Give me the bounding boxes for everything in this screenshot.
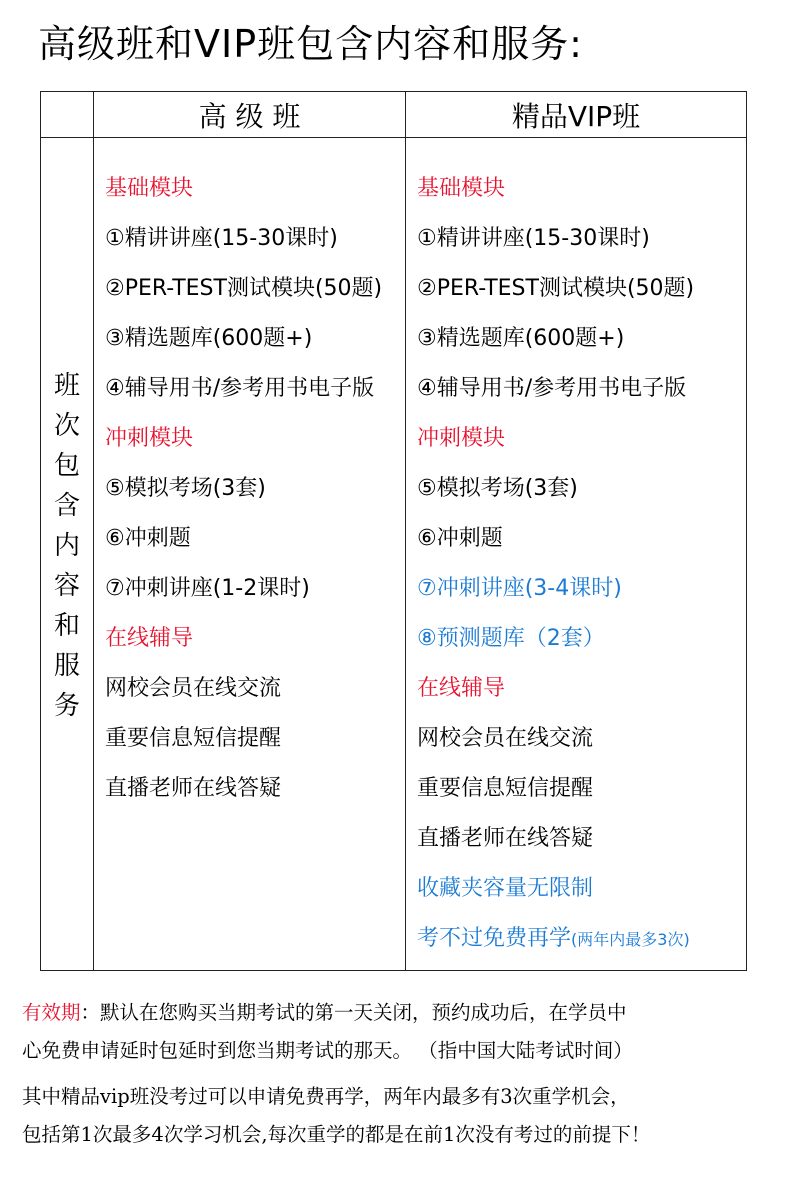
basic-class-item xyxy=(105,364,405,414)
vip-class-items xyxy=(406,138,747,971)
vip-class-item xyxy=(417,864,746,914)
basic-class-item-text: ①精讲讲座(15-30课时) xyxy=(105,226,338,251)
vip-class-item-text: 网校会员在线交流 xyxy=(417,726,594,751)
vip-class-item xyxy=(417,664,746,714)
row-label-cell xyxy=(41,138,94,971)
basic-class-item-text: 重要信息短信提醒 xyxy=(105,726,282,751)
vip-class-item-text: 考不过免费再学 xyxy=(417,926,572,951)
basic-class-item xyxy=(105,564,405,614)
vip-note-line1: 其中精品vip班没考过可以申请免费再学，两年内最多有3次重学机会， xyxy=(22,1085,630,1108)
vip-class-item xyxy=(417,464,746,514)
basic-class-item xyxy=(105,264,405,314)
row-label-char: 含 xyxy=(53,491,80,521)
basic-class-item xyxy=(105,714,405,764)
basic-class-item xyxy=(105,164,405,214)
row-label-char: 班 xyxy=(53,371,80,401)
comparison-table xyxy=(40,91,747,971)
row-label-char: 容 xyxy=(53,571,80,601)
basic-class-item-text: 基础模块 xyxy=(105,176,194,201)
validity-note xyxy=(22,994,772,1032)
vip-class-item xyxy=(417,364,746,414)
vip-class-item-text: 收藏夹容量无限制 xyxy=(417,876,594,901)
validity-text: ：默认在您购买当期考试的第一天关闭，预约成功后，在学员中 xyxy=(80,1001,627,1024)
vip-class-item xyxy=(417,264,746,314)
vip-class-item xyxy=(417,414,746,464)
vip-note-line2: 包括第1次最多4次学习机会,每次重学的都是在前1次没有考过的前提下！ xyxy=(22,1123,651,1146)
basic-class-item-text: ④辅导用书/参考用书电子版 xyxy=(105,376,375,401)
vip-class-item xyxy=(417,514,746,564)
validity-label: 有效期 xyxy=(22,1001,81,1024)
page-title: 高级班和VIP班包含内容和服务: xyxy=(38,22,583,66)
basic-class-item-text: 网校会员在线交流 xyxy=(105,676,282,701)
vip-class-item-text: ②PER-TEST测试模块(50题) xyxy=(417,276,695,301)
basic-class-item-text: ②PER-TEST测试模块(50题) xyxy=(105,276,383,301)
vip-class-item-text: ⑤模拟考场(3套) xyxy=(417,476,578,501)
basic-class-item xyxy=(105,614,405,664)
vip-class-item-text: ⑥冲刺题 xyxy=(417,526,503,551)
vip-class-item xyxy=(417,314,746,364)
basic-class-item-text: ⑦冲刺讲座(1-2课时) xyxy=(105,576,310,601)
vip-class-item xyxy=(417,564,746,614)
basic-class-item xyxy=(105,464,405,514)
basic-class-item-text: ⑤模拟考场(3套) xyxy=(105,476,266,501)
vip-class-item-text: 基础模块 xyxy=(417,176,506,201)
basic-class-item-text: 在线辅导 xyxy=(105,626,194,651)
row-label-char: 和 xyxy=(53,611,80,641)
vip-class-item xyxy=(417,764,746,814)
vip-class-item xyxy=(417,914,746,964)
basic-class-item xyxy=(105,764,405,814)
basic-class-item-text: 直播老师在线答疑 xyxy=(105,776,282,801)
basic-class-items xyxy=(94,138,406,971)
vip-class-item-note: (两年内最多3次) xyxy=(571,930,690,949)
basic-class-item xyxy=(105,414,405,464)
vip-class-item-text: 冲刺模块 xyxy=(417,426,506,451)
vip-class-item-text: 直播老师在线答疑 xyxy=(417,826,594,851)
vip-class-item xyxy=(417,714,746,764)
vip-class-item-text: ⑧预测题库（2套） xyxy=(417,626,605,651)
row-label-char: 内 xyxy=(53,531,80,561)
basic-class-item xyxy=(105,314,405,364)
row-label-char: 次 xyxy=(53,411,80,441)
vip-class-item xyxy=(417,814,746,864)
header-corner xyxy=(41,92,94,138)
row-label-char: 服 xyxy=(53,651,80,681)
row-label-char: 务 xyxy=(53,691,80,721)
basic-class-item-text: ⑥冲刺题 xyxy=(105,526,191,551)
basic-class-item xyxy=(105,214,405,264)
header-basic-class: 高 级 班 xyxy=(94,92,406,138)
notes-section xyxy=(22,994,772,1154)
basic-class-item xyxy=(105,664,405,714)
vip-class-item-text: ⑦冲刺讲座(3-4课时) xyxy=(417,576,622,601)
row-label-char: 包 xyxy=(53,451,80,481)
vip-class-item-text: ③精选题库(600题+) xyxy=(417,326,625,351)
basic-class-item-text: 冲刺模块 xyxy=(105,426,194,451)
vip-class-item-text: 在线辅导 xyxy=(417,676,506,701)
basic-class-item-text: ③精选题库(600题+) xyxy=(105,326,313,351)
header-vip-class: 精品VIP班 xyxy=(406,92,747,138)
basic-class-item xyxy=(105,514,405,564)
table-body-row xyxy=(41,138,747,971)
vip-class-item xyxy=(417,614,746,664)
vip-class-item xyxy=(417,214,746,264)
vip-class-item-text: ④辅导用书/参考用书电子版 xyxy=(417,376,687,401)
validity-note-line2: 心免费申请延时包延时到您当期考试的那天。 （指中国大陆考试时间） xyxy=(22,1039,633,1062)
vip-class-item-text: ①精讲讲座(15-30课时) xyxy=(417,226,650,251)
vip-class-item-text: 重要信息短信提醒 xyxy=(417,776,594,801)
vip-class-item xyxy=(417,164,746,214)
table-header-row xyxy=(41,92,747,138)
